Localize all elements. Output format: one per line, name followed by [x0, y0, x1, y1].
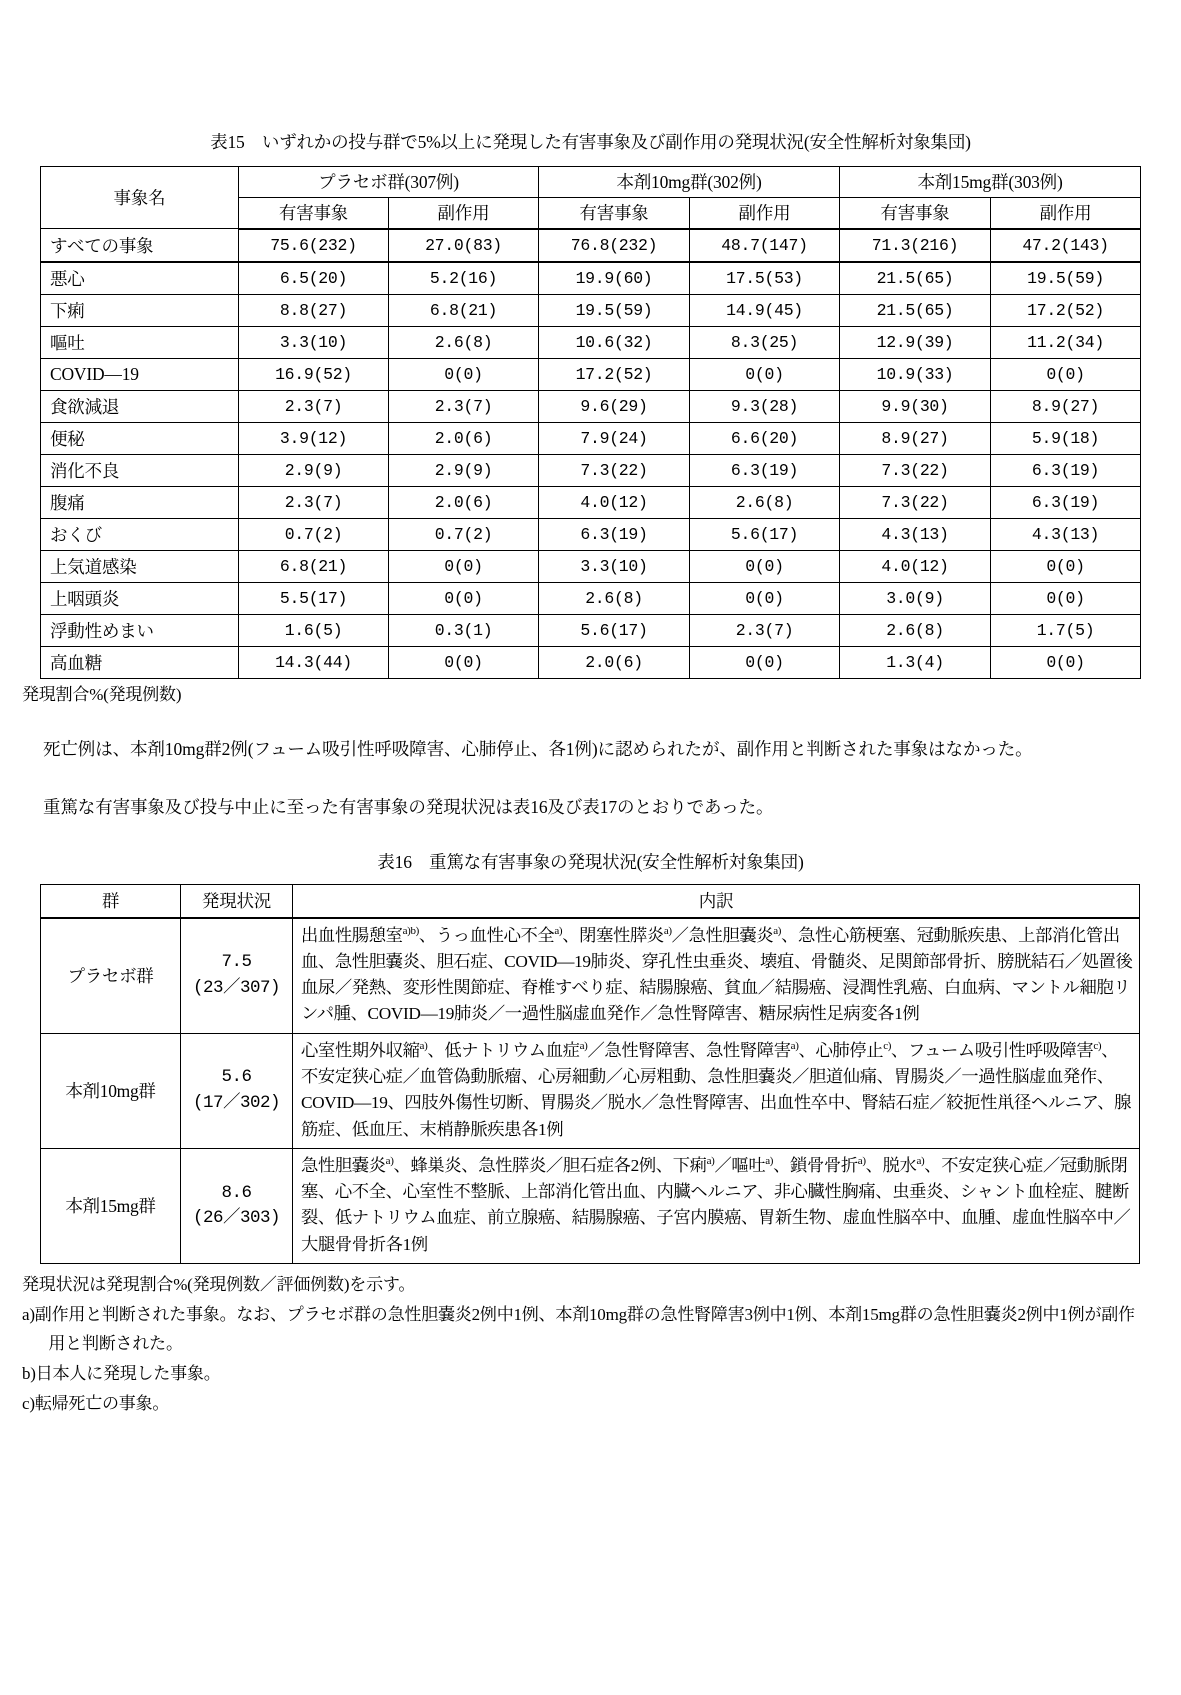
table15-footnote: 発現割合%(発現例数) — [22, 684, 182, 704]
table16-footnotes — [0, 1270, 1181, 1419]
table15-subheader-ae-10mg: 有害事象 — [539, 197, 690, 229]
table15-cell: 7.9(24) — [539, 422, 690, 454]
table15-cell: 21.5(65) — [840, 294, 991, 326]
table15-cell: 71.3(216) — [840, 229, 991, 262]
table16-footnote-a: a)副作用と判断された事象。なお、プラセボ群の急性胆嚢炎2例中1例、本剤10mg群の急性腎障害3例中1例、本剤15mg群の急性胆嚢炎2例中1例が副作用と判断された。 — [22, 1304, 1135, 1354]
table15-cell: 76.8(232) — [539, 229, 690, 262]
table16-detail-cell: 心室性期外収縮$^{a)}$、低ナトリウム血症$^{a)}$／急性腎障害、急性腎障害$^{a)}$、心肺停止$^{c)}$、フューム吸引性呼吸障害$^{c)}$、不安定狭心症／血管偽動脈瘤、心房細動／心房粗動、急性胆嚢炎／胆道仙痛、胃腸炎／一過性脳虚血発作、COVID—19、四肢外傷性切断、胃腸炎／脱水／急性腎障害、出血性卒中、腎結石症／絞扼性鼡径ヘルニア、腺筋症、低血圧、末梢静脈疾患各1例 — [293, 1033, 1140, 1148]
table15-row — [41, 582, 1141, 614]
table15-cell: 2.6(8) — [690, 486, 840, 518]
table15-cell: 2.9(9) — [389, 454, 539, 486]
table15-cell: 10.9(33) — [840, 358, 991, 390]
table15-row — [41, 646, 1141, 678]
table15-row — [41, 422, 1141, 454]
table16-rate-fraction: (23／307) — [192, 977, 280, 998]
table16-group-name: プラセボ群 — [41, 918, 181, 1034]
table15-cell: 8.9(27) — [991, 390, 1141, 422]
table15-event-name: 悪心 — [41, 262, 239, 295]
table15-cell: 0(0) — [389, 646, 539, 678]
table15-subheader-ae-15mg: 有害事象 — [840, 197, 991, 229]
table16-detail-cell: 出血性腸憩室$^{a)b)}$、うっ血性心不全$^{a)}$、閉塞性膵炎$^{a)}$／急性胆嚢炎$^{a)}$、急性心筋梗塞、冠動脈疾患、上部消化管出血、急性胆嚢炎、胆石症、COVID—19肺炎、穿孔性虫垂炎、壊疽、骨髄炎、足関節部骨折、膀胱結石／処置後血尿／発熱、変形性関節症、脊椎すべり症、結腸腺癌、貧血／結腸癌、浸潤性乳癌、白血病、マントル細胞リンパ腫、COVID—19肺炎／一過性脳虚血発作／急性腎障害、糖尿病性足病変各1例 — [293, 918, 1140, 1034]
table15-cell: 6.3(19) — [690, 454, 840, 486]
table15-cell: 3.9(12) — [239, 422, 389, 454]
table15-cell: 75.6(232) — [239, 229, 389, 262]
table15-cell: 9.3(28) — [690, 390, 840, 422]
table15-cell: 5.2(16) — [389, 262, 539, 295]
table15-row — [41, 294, 1141, 326]
table15-cell: 0(0) — [991, 358, 1141, 390]
table15-cell: 2.0(6) — [389, 486, 539, 518]
table16-detail-col-header: 内訳 — [293, 884, 1140, 918]
table15-cell: 0(0) — [389, 550, 539, 582]
table16-rate-value: 5.6 — [221, 1067, 252, 1088]
table15-cell: 6.8(21) — [239, 550, 389, 582]
table16-group-name: 本剤15mg群 — [41, 1148, 181, 1263]
table15-cell: 2.0(6) — [389, 422, 539, 454]
table15-cell: 2.3(7) — [239, 486, 389, 518]
table15-cell: 5.6(17) — [690, 518, 840, 550]
table15-cell: 4.3(13) — [840, 518, 991, 550]
table15-event-name: 上咽頭炎 — [41, 582, 239, 614]
table15-cell: 11.2(34) — [991, 326, 1141, 358]
table15-event-name: 上気道感染 — [41, 550, 239, 582]
deaths-paragraph: 死亡例は、本剤10mg群2例(フューム吸引性呼吸障害、心肺停止、各1例)に認められたが、副作用と判断された事象はなかった。 — [43, 738, 1033, 759]
table15-row — [41, 262, 1141, 295]
table16-header-row — [41, 884, 1140, 918]
table15-subheader-ae-placebo: 有害事象 — [239, 197, 389, 229]
table15-cell: 0(0) — [389, 582, 539, 614]
table15-cell: 8.8(27) — [239, 294, 389, 326]
table15-cell: 2.6(8) — [389, 326, 539, 358]
table15-row — [41, 550, 1141, 582]
table15-cell: 21.5(65) — [840, 262, 991, 295]
table15-cell: 14.3(44) — [239, 646, 389, 678]
table15-cell: 7.3(22) — [840, 486, 991, 518]
table15-cell: 5.9(18) — [991, 422, 1141, 454]
table15-cell: 14.9(45) — [690, 294, 840, 326]
table15-cell: 0(0) — [690, 358, 840, 390]
table15-cell: 5.6(17) — [539, 614, 690, 646]
table15-cell: 7.3(22) — [539, 454, 690, 486]
table15-wrapper — [0, 166, 1181, 679]
table15-row — [41, 486, 1141, 518]
table16-rate-value: 7.5 — [221, 952, 252, 973]
table15-cell: 2.3(7) — [239, 390, 389, 422]
table16-footnote-c: c)転帰死亡の事象。 — [22, 1393, 170, 1413]
table15-cell: 2.3(7) — [690, 614, 840, 646]
table15-row — [41, 454, 1141, 486]
table16-rate-cell — [181, 918, 293, 1034]
serious-ae-intro-paragraph: 重篤な有害事象及び投与中止に至った有害事象の発現状況は表16及び表17のとおりであった。 — [43, 796, 774, 817]
table16-rate-col-header: 発現状況 — [181, 884, 293, 918]
table15-cell: 2.6(8) — [539, 582, 690, 614]
table16-group-name: 本剤10mg群 — [41, 1033, 181, 1148]
table15-cell: 0(0) — [690, 582, 840, 614]
table16-footnote-definition: 発現状況は発現割合%(発現例数／評価例数)を示す。 — [22, 1274, 416, 1294]
table15-cell: 3.3(10) — [239, 326, 389, 358]
table15-cell: 8.9(27) — [840, 422, 991, 454]
table15-cell: 1.6(5) — [239, 614, 389, 646]
table15-cell: 0.7(2) — [239, 518, 389, 550]
adverse-event-table — [40, 166, 1141, 679]
table15-cell: 1.7(5) — [991, 614, 1141, 646]
table15-cell: 2.6(8) — [840, 614, 991, 646]
table15-cell: 6.3(19) — [539, 518, 690, 550]
table15-event-col-header: 事象名 — [41, 166, 239, 229]
table15-cell: 6.3(19) — [991, 454, 1141, 486]
table16-rate-fraction: (17／302) — [192, 1092, 280, 1113]
table16-rate-fraction: (26／303) — [192, 1207, 280, 1228]
table15-event-name: COVID—19 — [41, 358, 239, 390]
table15-cell: 9.6(29) — [539, 390, 690, 422]
table15-cell: 8.3(25) — [690, 326, 840, 358]
table16-rate-value: 8.6 — [221, 1182, 252, 1203]
table15-group-header-15mg: 本剤15mg群(303例) — [840, 166, 1141, 197]
table15-cell: 16.9(52) — [239, 358, 389, 390]
table15-row — [41, 518, 1141, 550]
table15-cell: 3.0(9) — [840, 582, 991, 614]
table15-row — [41, 229, 1141, 262]
table15-cell: 48.7(147) — [690, 229, 840, 262]
table15-row — [41, 326, 1141, 358]
table15-cell: 6.6(20) — [690, 422, 840, 454]
table15-event-name: 下痢 — [41, 294, 239, 326]
table15-event-name: すべての事象 — [41, 229, 239, 262]
table15-cell: 0(0) — [991, 582, 1141, 614]
table16-footnote-b: b)日本人に発現した事象。 — [22, 1364, 221, 1384]
table15-event-name: 食欲減退 — [41, 390, 239, 422]
table15-cell: 19.5(59) — [991, 262, 1141, 295]
table15-subheader-adr-15mg: 副作用 — [991, 197, 1141, 229]
table15-cell: 1.3(4) — [840, 646, 991, 678]
table15-cell: 0.7(2) — [389, 518, 539, 550]
table16-rate-cell — [181, 1033, 293, 1148]
table16-group-col-header: 群 — [41, 884, 181, 918]
table15-cell: 19.9(60) — [539, 262, 690, 295]
table15-cell: 0(0) — [690, 646, 840, 678]
table15-cell: 6.3(19) — [991, 486, 1141, 518]
table15-cell: 27.0(83) — [389, 229, 539, 262]
table15-row — [41, 358, 1141, 390]
table15-event-name: 消化不良 — [41, 454, 239, 486]
table15-cell: 0.3(1) — [389, 614, 539, 646]
table15-group-header-10mg: 本剤10mg群(302例) — [539, 166, 840, 197]
table15-row — [41, 614, 1141, 646]
table15-event-name: 便秘 — [41, 422, 239, 454]
table15-cell: 2.0(6) — [539, 646, 690, 678]
table15-cell: 4.0(12) — [840, 550, 991, 582]
table15-cell: 2.9(9) — [239, 454, 389, 486]
table15-cell: 10.6(32) — [539, 326, 690, 358]
table15-cell: 0(0) — [389, 358, 539, 390]
table16-caption: 表16 重篤な有害事象の発現状況(安全性解析対象集団) — [377, 851, 804, 872]
table15-cell: 17.2(52) — [991, 294, 1141, 326]
table15-cell: 12.9(39) — [840, 326, 991, 358]
table15-cell: 2.3(7) — [389, 390, 539, 422]
table16-row — [41, 1148, 1140, 1263]
table15-event-name: おくび — [41, 518, 239, 550]
table15-caption: 表15 いずれかの投与群で5%以上に発現した有害事象及び副作用の発現状況(安全性解析対象集団) — [210, 132, 971, 152]
table15-cell: 4.3(13) — [991, 518, 1141, 550]
table15-cell: 0(0) — [991, 550, 1141, 582]
table15-cell: 0(0) — [690, 550, 840, 582]
table15-row — [41, 390, 1141, 422]
table15-cell: 5.5(17) — [239, 582, 389, 614]
table15-event-name: 浮動性めまい — [41, 614, 239, 646]
serious-adverse-event-table — [40, 884, 1140, 1264]
table15-event-name: 嘔吐 — [41, 326, 239, 358]
table16-detail-cell: 急性胆嚢炎$^{a)}$、蜂巣炎、急性膵炎／胆石症各2例、下痢$^{a)}$／嘔吐$^{a)}$、鎖骨骨折$^{a)}$、脱水$^{a)}$、不安定狭心症／冠動脈閉塞、心不全、心室性不整脈、上部消化管出血、内臓ヘルニア、非心臓性胸痛、虫垂炎、シャント血栓症、腱断裂、低ナトリウム血症、前立腺癌、結腸腺癌、子宮内膜癌、胃新生物、虚血性脳卒中、血腫、虚血性脳卒中／大腿骨骨折各1例 — [293, 1148, 1140, 1263]
table15-cell: 17.5(53) — [690, 262, 840, 295]
table16-row — [41, 1033, 1140, 1148]
table16-wrapper — [0, 884, 1181, 1264]
table15-group-header-placebo: プラセボ群(307例) — [239, 166, 539, 197]
table15-cell: 3.3(10) — [539, 550, 690, 582]
table15-cell: 9.9(30) — [840, 390, 991, 422]
table15-cell: 6.5(20) — [239, 262, 389, 295]
top-margin — [0, 0, 1181, 132]
table15-cell: 6.8(21) — [389, 294, 539, 326]
table15-event-name: 高血糖 — [41, 646, 239, 678]
table15-header-groups — [41, 166, 1141, 197]
table15-subheader-adr-placebo: 副作用 — [389, 197, 539, 229]
table15-cell: 17.2(52) — [539, 358, 690, 390]
table15-subheader-adr-10mg: 副作用 — [690, 197, 840, 229]
table16-row — [41, 918, 1140, 1034]
table15-cell: 4.0(12) — [539, 486, 690, 518]
table15-event-name: 腹痛 — [41, 486, 239, 518]
table16-rate-cell — [181, 1148, 293, 1263]
table15-cell: 0(0) — [991, 646, 1141, 678]
table15-cell: 47.2(143) — [991, 229, 1141, 262]
table15-cell: 19.5(59) — [539, 294, 690, 326]
table15-cell: 7.3(22) — [840, 454, 991, 486]
